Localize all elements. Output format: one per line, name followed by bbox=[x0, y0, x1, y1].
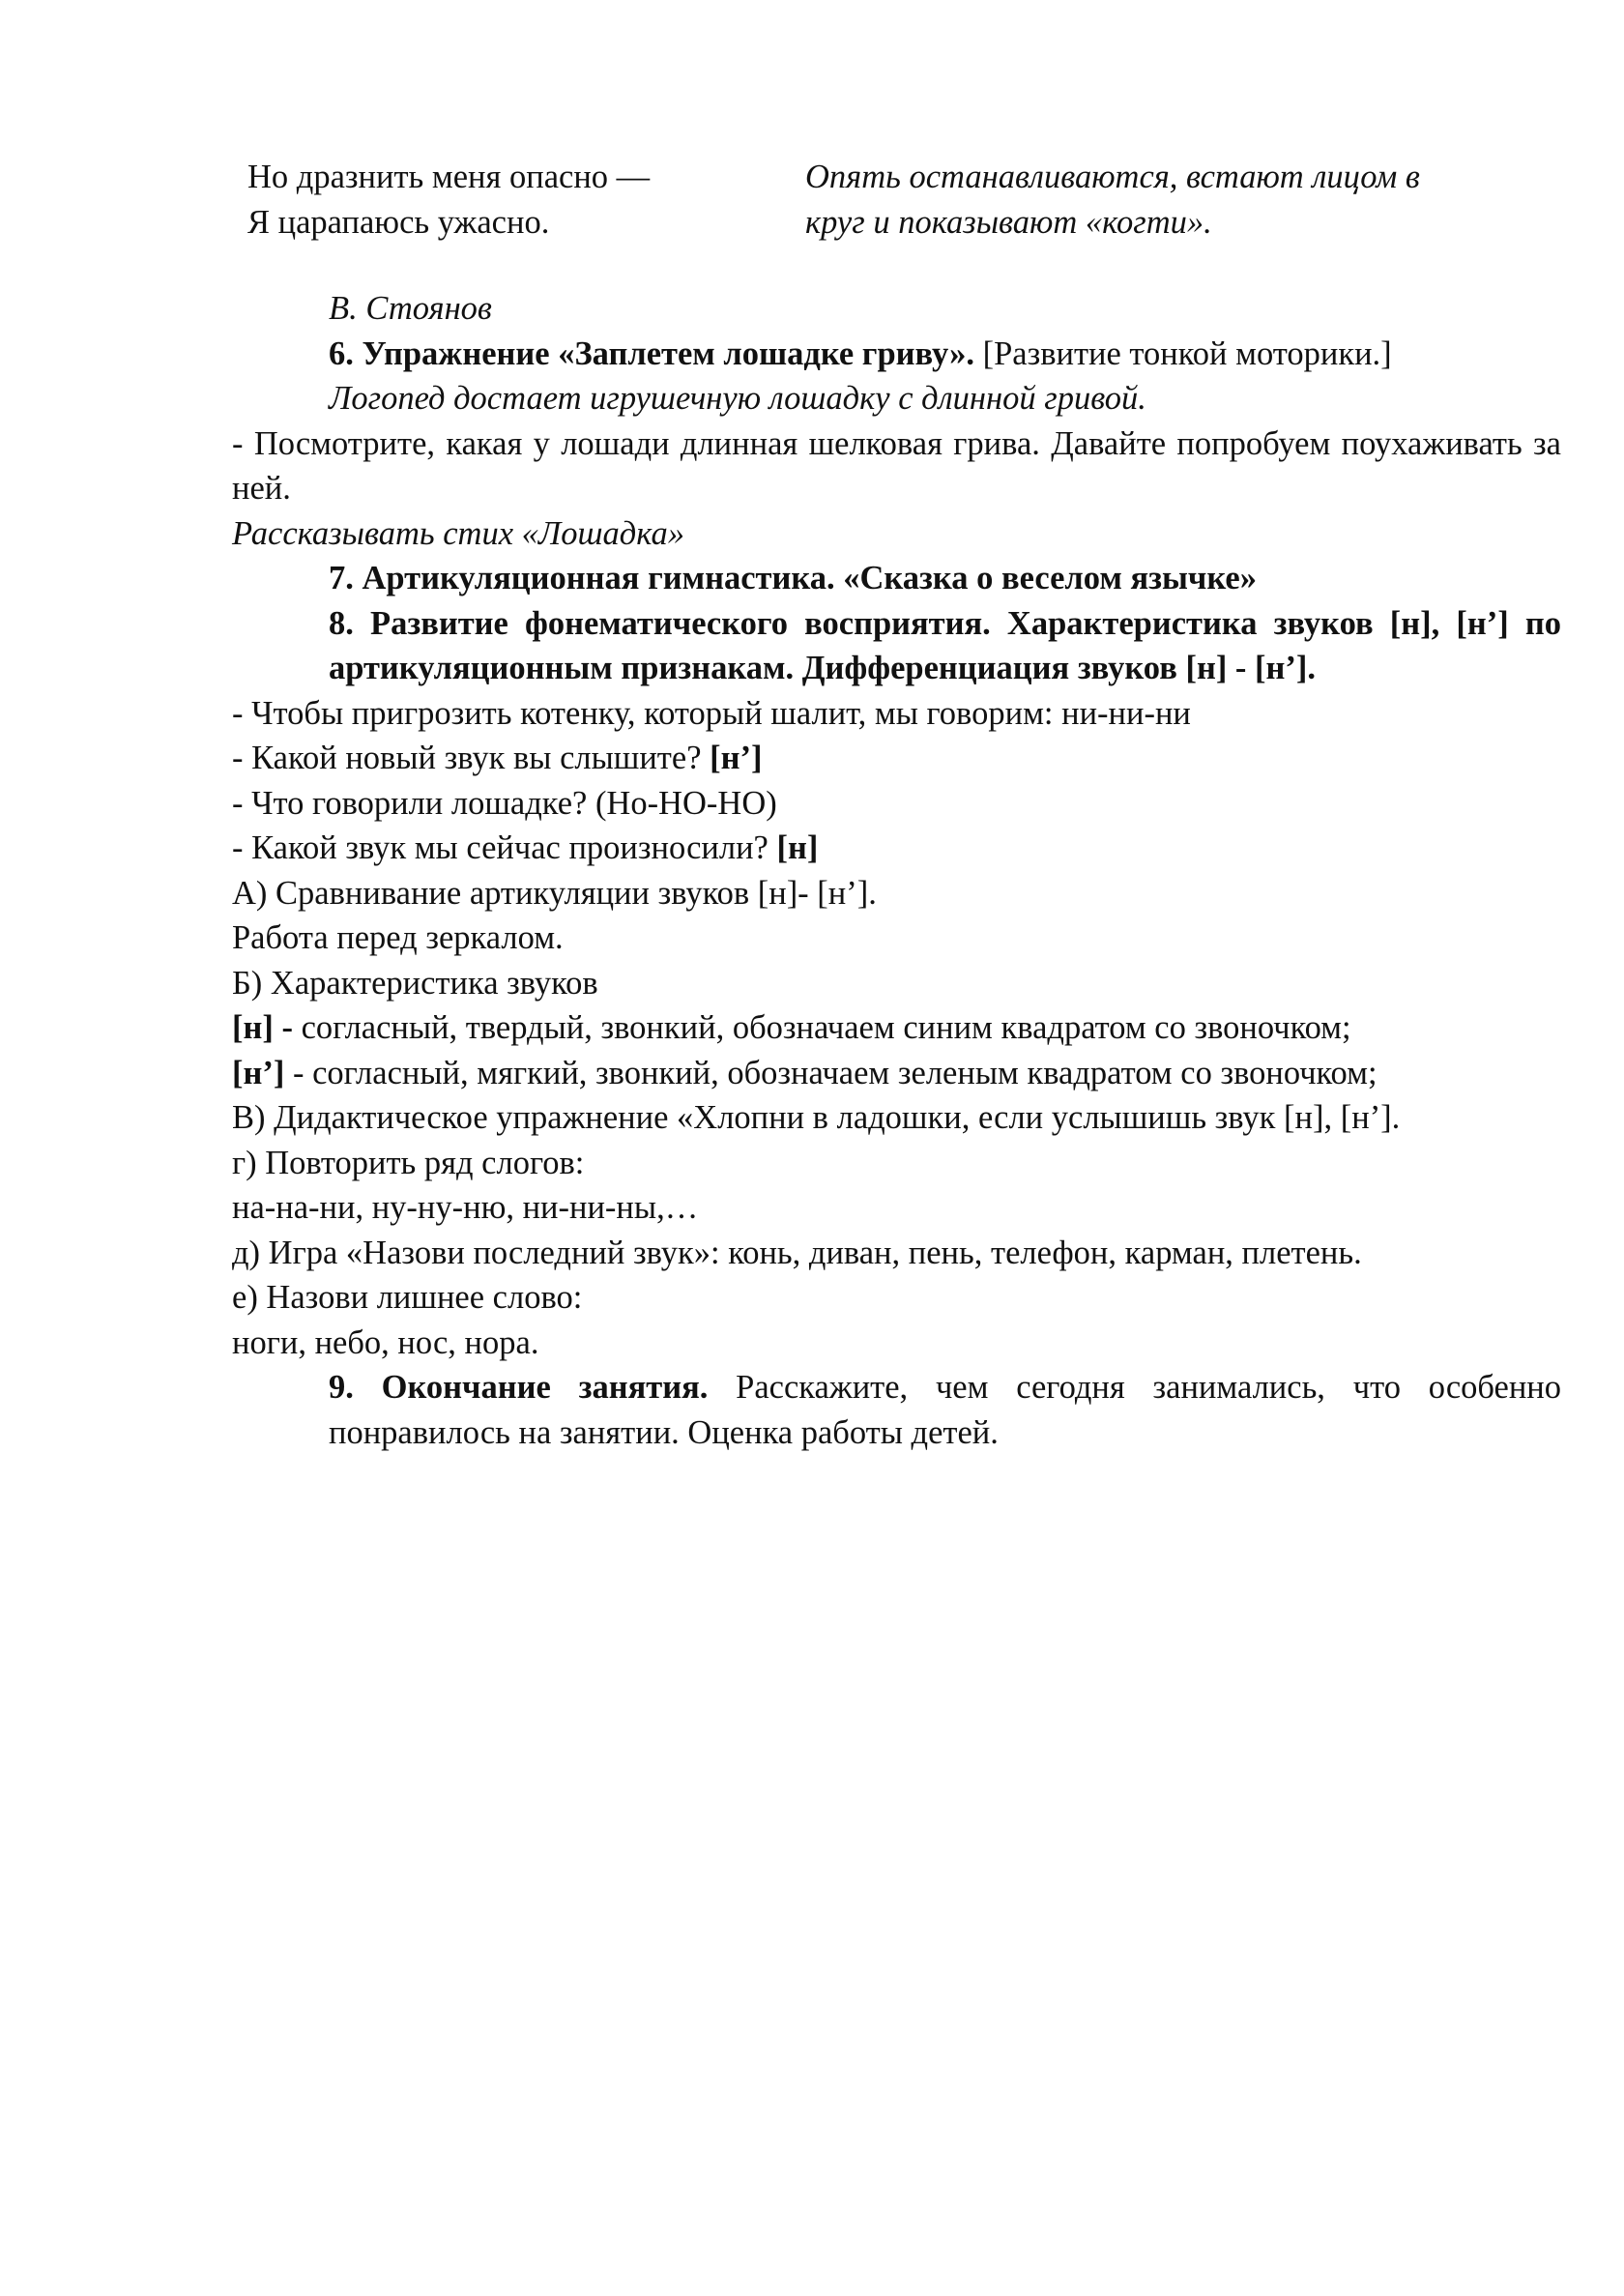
section-7-title: 7. Артикуляционная гимнастика. «Сказка о веселом язычке» bbox=[329, 560, 1257, 596]
poem-line: Я царапаюсь ужасно. bbox=[247, 203, 550, 241]
item-v: В) Дидактическое упражнение «Хлопни в ладошки, если услышишь звук [н], [н’]. bbox=[232, 1099, 1401, 1136]
poem-verse bbox=[247, 155, 769, 245]
item-a-note: Работа перед зеркалом. bbox=[232, 919, 564, 956]
section-9-title: 9. Окончание занятия. bbox=[329, 1369, 709, 1406]
section-6-note: [Развитие тонкой моторики.] bbox=[973, 334, 1392, 372]
sound-nn-label: [н’] bbox=[232, 1054, 285, 1091]
poem-author: В. Стоянов bbox=[329, 290, 492, 327]
sound-n-description bbox=[232, 1005, 1561, 1051]
section-8-title: 8. Развитие фонематического восприятия. Характеристика звуков [н], [н’] по артикуляционным признакам. Дифференциация звуков [н] - [н’]. bbox=[329, 604, 1561, 686]
section-6-instruction: Рассказывать стих «Лошадка» bbox=[232, 514, 685, 552]
sound-nn-description bbox=[232, 1051, 1561, 1096]
item-d: д) Игра «Назови последний звук»: конь, диван, пень, телефон, карман, плетень. bbox=[232, 1234, 1362, 1271]
item-e: е) Назови лишнее слово: bbox=[232, 1279, 583, 1316]
section-9-paragraph bbox=[232, 1365, 1561, 1455]
sound-n-label: [н] - bbox=[232, 1009, 293, 1046]
section-6-speech: - Посмотрите, какая у лошади длинная шелковая грива. Давайте попробуем поухаживать за ней. bbox=[232, 424, 1561, 507]
item-e-words: ноги, небо, нос, нора. bbox=[232, 1323, 539, 1361]
stage-direction-line: круг и показывают «когти». bbox=[805, 203, 1212, 241]
answer-sound: [н’] bbox=[710, 740, 763, 776]
item-g-syllables: на-на-ни, ну-ну-ню, ни-ни-ны,… bbox=[232, 1189, 699, 1226]
question-text: - Какой звук мы сейчас произносили? bbox=[232, 829, 777, 866]
section-6-heading bbox=[232, 332, 1561, 377]
item-a: А) Сравнивание артикуляции звуков [н]- [н’]. bbox=[232, 874, 877, 912]
section-6-title: 6. Упражнение «Заплетем лошадке гриву». bbox=[329, 334, 974, 372]
section-8-line bbox=[232, 826, 1561, 871]
item-g: г) Повторить ряд слогов: bbox=[232, 1144, 585, 1181]
stage-direction-line: Опять останавливаются, встают лицом в bbox=[805, 159, 1420, 195]
section-8-line: - Чтобы пригрозить котенку, который шалит, мы говорим: ни-ни-ни bbox=[232, 694, 1191, 732]
answer-sound: [н] bbox=[776, 829, 819, 866]
item-b: Б) Характеристика звуков bbox=[232, 964, 598, 1002]
document-body bbox=[232, 286, 1561, 1455]
poem-line: Но дразнить меня опасно — bbox=[247, 159, 651, 195]
poem-stage-direction bbox=[805, 155, 1540, 245]
question-text: - Какой новый звук вы слышите? bbox=[232, 740, 710, 776]
section-8-line: - Что говорили лошадке? (Но-НО-НО) bbox=[232, 784, 777, 822]
section-8-line bbox=[232, 736, 1561, 781]
section-9-text: Расскажите, чем сегодня занимались, что особенно понравилось на занятии. Оценка работы детей. bbox=[329, 1369, 1561, 1451]
section-6-stage: Логопед достает игрушечную лошадку с длинной гривой. bbox=[329, 380, 1146, 417]
sound-nn-text: - согласный, мягкий, звонкий, обозначаем зеленым квадратом со звоночком; bbox=[284, 1054, 1378, 1091]
sound-n-text: согласный, твердый, звонкий, обозначаем синим квадратом со звоночком; bbox=[292, 1009, 1351, 1046]
